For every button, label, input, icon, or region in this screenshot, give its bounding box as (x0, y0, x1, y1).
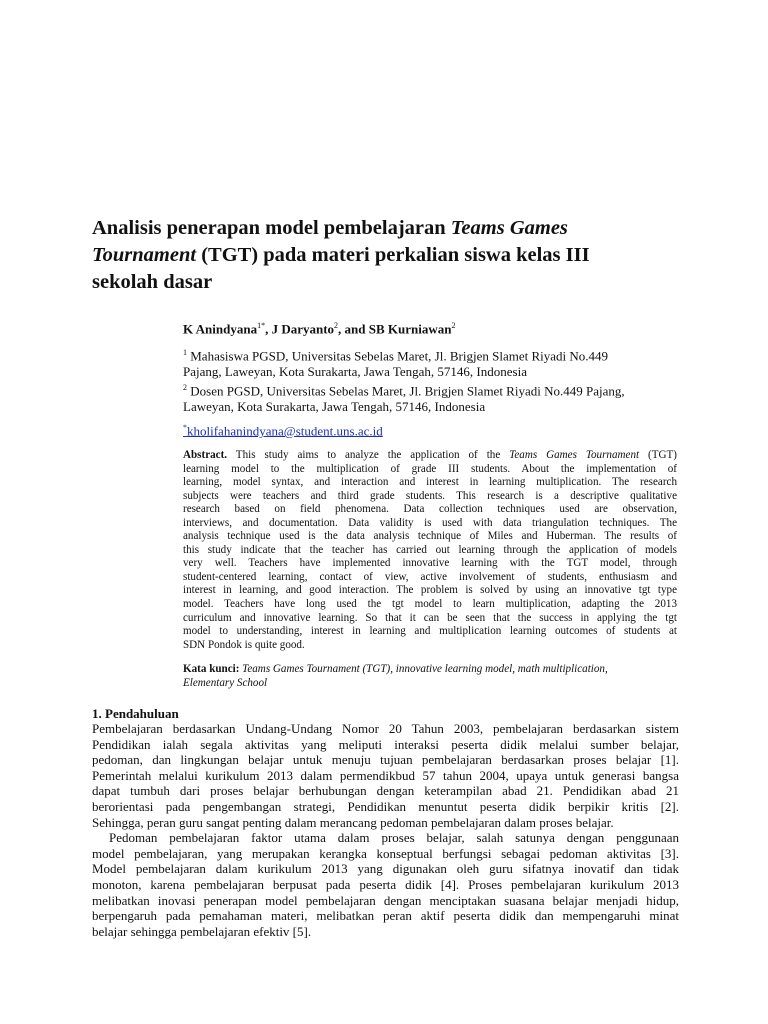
abstract-line: very well. Teachers have implemented innovative learning with the TGT model, through (183, 557, 677, 570)
abstract (183, 449, 677, 652)
body-line: Pedoman pembelajaran faktor utama dalam proses belajar, salah satunya dengan penggunaan (109, 830, 679, 846)
affiliation-text: Mahasiswa PGSD, Universitas Sebelas Maret, Jl. Brigjen Slamet Riyadi No.449 (187, 348, 609, 364)
body-line: belajar sehingga pembelajaran efektiv [5]. (92, 923, 312, 939)
section-body (92, 721, 679, 939)
abstract-line: curriculum and innovative learning. So that it can be seen that the success in applying the tgt (183, 611, 677, 624)
author-affiliation-mark: 1* (257, 321, 266, 330)
affiliation-2-line-2: Laweyan, Kota Surakarta, Jawa Tengah, 57146, Indonesia (183, 398, 486, 414)
body-line: model pembelajaran, yang merupakan kerangka konseptual berfungsi sebagai pedoman aktivitas [3]. (92, 845, 679, 861)
author-affiliation-mark: 2 (334, 321, 339, 330)
title-text: Analisis penerapan model pembelajaran (92, 217, 451, 239)
body-line: Pendidikan ialah segala aktivitas yang meliputi interaksi peserta didik melalui sumber belajar, (92, 736, 679, 752)
body-line: Sehingga, peran guru sangat penting dalam merancang pedoman pembelajaran dalam proses belajar. (92, 814, 614, 830)
affiliation-1-line-1 (183, 345, 683, 364)
abstract-line: learning, model syntax, and interaction and interest in learning multiplication. The research (183, 476, 677, 489)
keywords (183, 663, 677, 690)
body-line: Pembelajaran berdasarkan Undang-Undang Nomor 20 Tahun 2003, pembelajaran berdasarkan sistem (92, 721, 679, 736)
title-line-2 (92, 242, 652, 269)
corresponding-email-link[interactable] (183, 423, 383, 439)
body-line: Model pembelajaran dalam kurikulum 2013 yang digunakan oleh guru sifatnya inovatif dan tidak (92, 861, 679, 877)
abstract-line: model. Teachers have long used the tgt model to learn multiplication, adapting the 2013 (183, 598, 677, 611)
title-line-1 (92, 215, 652, 242)
abstract-line: learning model to the multiplication of grade III students. About the implementation of (183, 462, 677, 475)
abstract-line: interest in learning, and good interaction. The problem is solved by using an innovative tgt type (183, 584, 677, 597)
abstract-last-line: SDN Pondok is quite good. (183, 638, 305, 651)
author-name: K Anindyana (183, 321, 258, 337)
keywords-line-2 (183, 677, 677, 691)
author-name: , J Daryanto (265, 321, 335, 337)
abstract-line: this study indicate that the teacher has carried out learning through the application of models (183, 543, 677, 556)
affiliation-text: Dosen PGSD, Universitas Sebelas Maret, Jl. Brigjen Slamet Riyadi No.449 Pajang, (187, 383, 625, 399)
body-line: pedoman, dan lingkungan belajar untuk menuju tujuan pembelajaran berdasarkan proses belajar [1]. (92, 752, 679, 768)
abstract-text: This study aims to analyze the application of the (227, 449, 510, 461)
section-heading: 1. Pendahuluan (92, 706, 179, 721)
abstract-line (183, 449, 677, 463)
affiliation-2-line-1 (183, 380, 683, 399)
title-text: (TGT) pada materi perkalian siswa kelas III (196, 244, 590, 266)
body-line: Pemerintah melalui kurikulum 2013 dalam permendikbud 57 tahun 2004, upaya untuk generasi bangsa (92, 767, 679, 783)
author-name: , and SB Kurniawan (338, 321, 452, 337)
title-line-3: sekolah dasar (92, 271, 213, 293)
abstract-line: interviews, and documentation. Data validity is used with data triangulation techniques. The (183, 516, 677, 529)
title-italic-text: Tournament (92, 244, 197, 266)
body-line: berpengaruh pada pemahaman materi, melibatkan peran aktif peserta didik dan mempengaruhi minat (92, 908, 679, 924)
body-line: berorientasi pada pengembangan strategi, Pendidikan menuntut peserta didik berpikir kritis [2]. (92, 798, 679, 814)
affiliation-mark: 2 (183, 382, 187, 392)
body-line: monoton, karena pembelajaran berpusat pada peserta didik [4]. Proses pembelajaran kurikulum 2013 (92, 876, 679, 892)
email-address[interactable]: kholifahanindyana@student.uns.ac.id (187, 423, 383, 439)
abstract-line: research based on field phenomena. Data collection techniques used are observation, (183, 503, 677, 516)
title-italic-text: Teams Games (450, 217, 568, 239)
abstract-line: student-centered learning, contact of view, active involvement of students, enthusiasm and (183, 570, 677, 583)
abstract-italic-text: Teams Games Tournament (509, 449, 640, 461)
corresponding-mark: * (183, 423, 187, 432)
keywords-text: Elementary School (183, 676, 268, 689)
abstract-line: model to understanding, interest in learning and multiplication learning outcomes of students at (183, 625, 677, 638)
keywords-line-1 (183, 663, 677, 677)
affiliation-1-line-2: Pajang, Laweyan, Kota Surakarta, Jawa Tengah, 57146, Indonesia (183, 364, 527, 380)
author-list (183, 321, 455, 337)
abstract-label: Abstract. (183, 449, 228, 461)
body-line: dapat tumbuh dari proses belajar berhubungan dengan keterampilan abad 21. Pendidikan abad 21 (92, 783, 679, 799)
keywords-text: Teams Games Tournament (TGT), innovative learning model, math multiplication, (239, 663, 608, 675)
abstract-text: (TGT) (639, 449, 677, 461)
author-affiliation-mark: 2 (451, 321, 456, 330)
keywords-label: Kata kunci: (183, 663, 240, 675)
affiliation-mark: 1 (183, 348, 187, 357)
abstract-line: subjects were teachers and third grade students. This research is a descriptive qualitative (183, 489, 677, 502)
body-line: melibatkan inovasi penerapan model pembelajaran dengan menciptakan suasana belajar menjadi hidup, (92, 892, 679, 908)
paper-title (92, 215, 652, 296)
abstract-line: analysis technique used is the data analysis technique of Miles and Huberman. The results of (183, 530, 677, 543)
affiliations (183, 345, 683, 414)
